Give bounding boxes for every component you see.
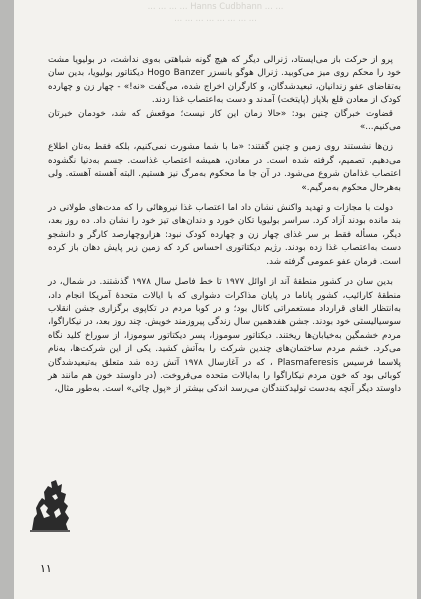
page-number: ۱۱ xyxy=(40,562,52,575)
paragraph: بدین سان در کشور منطقهٔ آند از اوائل ۱۹۷۷ تا خط فاصل سال ۱۹۷۸ گذشتند. در شمال، در منطقهٔ کارائیب، کشور پاناما در پایان مذاکرات دشواری که با ایالات متحدهٔ آمریکا انجام داد، به‌انتظار الغای قرارداد مستعمراتی کانال بود؛ و در کوبا مردم در تکاپوی برگزاری جشن انقلاب سوسیالیستی خود بودند. جشن هفدهمین سال زندگی پیروزمند خویش. چند روز بعد، در نیکاراگوا، مردم خشمگین به‌خیابان‌ها ریختند. دیکتاتور سوموزا، پسر دیکتاتور سوموزا، از سوراخ کلید نگاه می‌کرد. خشم مردم ساختمان‌های چندین شرکت را به‌آتش کشید. یکی از این شرکت‌ها، به‌نام پلاسما فرسیس Plasmaferesis ، که در آغازسال ۱۹۷۸ آتش زده شد متعلق به‌تبعیدشدگان کوبائی بود که خون مردم نیکاراگوا را به‌ایالات متحده می‌فروخت. (در داوستد خون هم مانند هر داوستد دیگر آنچه به‌دست تولیدکنندگان می‌رسد اندکی بیشتر از «پول چائی» است. به‌طور مثال، xyxy=(48,277,401,395)
bleed-line: ... ... ... ... Hanns Cudbhann ... ... xyxy=(147,1,284,11)
paragraph: دولت با مجازات و تهدید واکنش نشان داد اما اعتصاب غذا نیرو‌هائی را که مدت‌های طولانی در بند مانده بودند آزاد کرد. سراسر بولیویا تکان خورد و دندان‌های تیز خود را نشان داد. ده روز بعد، دیگر، مسأله فقط بر سر غذای چهار زن و چهارده کودک نبود: هزاروچهارصد کارگر و دانشجو دست به‌اعتصاب غذا زده بودند. رژیم دیکتاتوری احساس کرد که زمین زیر پایش دهان باز کرده است. فرمان عفو عمومی گرفته شد. xyxy=(48,203,401,267)
paragraph: قضاوت خبرگان چنین بود: «حالا زمان این کار نیست؛ موقعش که شد، خودمان خبرتان می‌کنیم...» xyxy=(48,108,401,133)
page-body xyxy=(48,54,401,397)
bleed-line: ... ... ... ... ... ... ... ... xyxy=(174,13,257,23)
illustration-figure xyxy=(28,478,72,532)
paragraph: پرو از حرکت باز می‌ایستاد، ژنرالی دیگر که هیچ گونه شباهتی به‌وی نداشت، در بولیویا مشت خود را محکم روی میز می‌کوبید. ژنرال هوگو بانسزر Hogo Banzer دیکتاتور بولیویا، بدین سان به‌تقاضای عفو زندانیان، تبعیدشدگان، و کارگران اخراج شده، می‌گفت «نه!» - چهار زن و چهارده کودک از معادن قلع بلاپاز (پایتخت) آمدند و دست به‌اعتصاب غذا زدند. xyxy=(48,55,401,106)
bleed-through-text xyxy=(14,0,417,50)
paragraph: زن‌ها نشستند روی زمین و چنین گفتند: «ما با شما مشورت نمی‌کنیم، بلکه فقط به‌تان اطلاع می‌دهیم. تصمیم، گرفته شده است. در معادن، همیشه اعتصاب غذاست. جسم به‌دنیا نگشوده اعتصاب غذامان شروع می‌شود. در آن جا ما محکوم به‌مرگ نیز هستیم. البته آهسته آهسته. ولی به‌هرحال محکوم به‌مرگیم.» xyxy=(48,142,401,193)
book-page xyxy=(14,0,417,599)
